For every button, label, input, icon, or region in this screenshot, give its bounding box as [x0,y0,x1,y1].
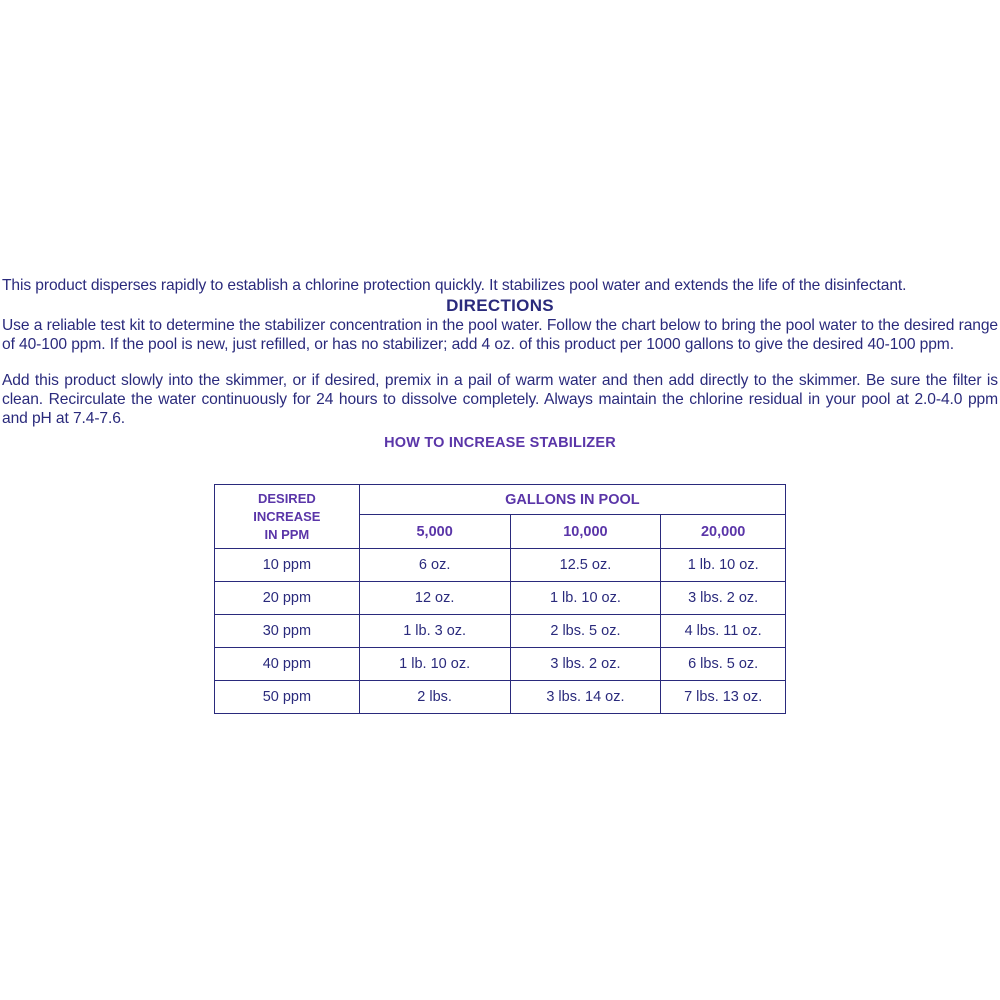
desired-header-line-2: INCREASE [253,508,321,524]
value-cell: 3 lbs. 2 oz. [510,648,661,681]
value-cell: 3 lbs. 2 oz. [661,582,786,615]
product-label-document [0,276,1000,457]
table-row [215,648,786,681]
value-cell: 3 lbs. 14 oz. [510,681,661,714]
ppm-cell: 40 ppm [215,648,360,681]
value-cell: 12 oz. [359,582,510,615]
intro-text: This product disperses rapidly to establish a chlorine protection quickly. It stabilizes pool water and extends the life of the disinfectant. [2,277,907,294]
directions-paragraph-1: Use a reliable test kit to determine the stabilizer concentration in the pool water. Follow the chart below to bring the pool water to the desired range of 40-100 ppm. If the pool is new, just refilled, or has no stabilizer; add 4 oz. of this product per 1000 gallons to give the desired 40-100 ppm. [2,317,998,353]
column-header-5000: 5,000 [359,515,510,549]
gallons-in-pool-header: GALLONS IN POOL [359,485,785,515]
value-cell: 1 lb. 3 oz. [359,615,510,648]
value-cell: 12.5 oz. [510,549,661,582]
ppm-cell: 20 ppm [215,582,360,615]
table-header-row [215,485,786,515]
column-header-10000: 10,000 [510,515,661,549]
value-cell: 7 lbs. 13 oz. [661,681,786,714]
directions-heading: DIRECTIONS [446,296,554,315]
table-row [215,582,786,615]
stabilizer-table [214,484,786,714]
desired-increase-header [215,485,360,549]
value-cell: 2 lbs. [359,681,510,714]
value-cell: 4 lbs. 11 oz. [661,615,786,648]
ppm-cell: 10 ppm [215,549,360,582]
directions-paragraph-2: Add this product slowly into the skimmer, or if desired, premix in a pail of warm water and then add directly to the skimmer. Be sure the filter is clean. Recirculate the water continuously for 24 hours to dissolve completely. Always maintain the chlorine residual in your pool at 2.0-4.0 ppm and pH at 7.4-7.6. [2,372,998,427]
table-row [215,549,786,582]
table-row [215,681,786,714]
value-cell: 6 lbs. 5 oz. [661,648,786,681]
desired-header-line-3: IN PPM [264,526,310,542]
value-cell: 1 lb. 10 oz. [661,549,786,582]
table-title: HOW TO INCREASE STABILIZER [384,435,616,451]
desired-header-line-1: DESIRED [257,490,316,506]
ppm-cell: 50 ppm [215,681,360,714]
table-row [215,615,786,648]
column-header-20000: 20,000 [661,515,786,549]
value-cell: 2 lbs. 5 oz. [510,615,661,648]
ppm-cell: 30 ppm [215,615,360,648]
value-cell: 1 lb. 10 oz. [510,582,661,615]
value-cell: 1 lb. 10 oz. [359,648,510,681]
value-cell: 6 oz. [359,549,510,582]
